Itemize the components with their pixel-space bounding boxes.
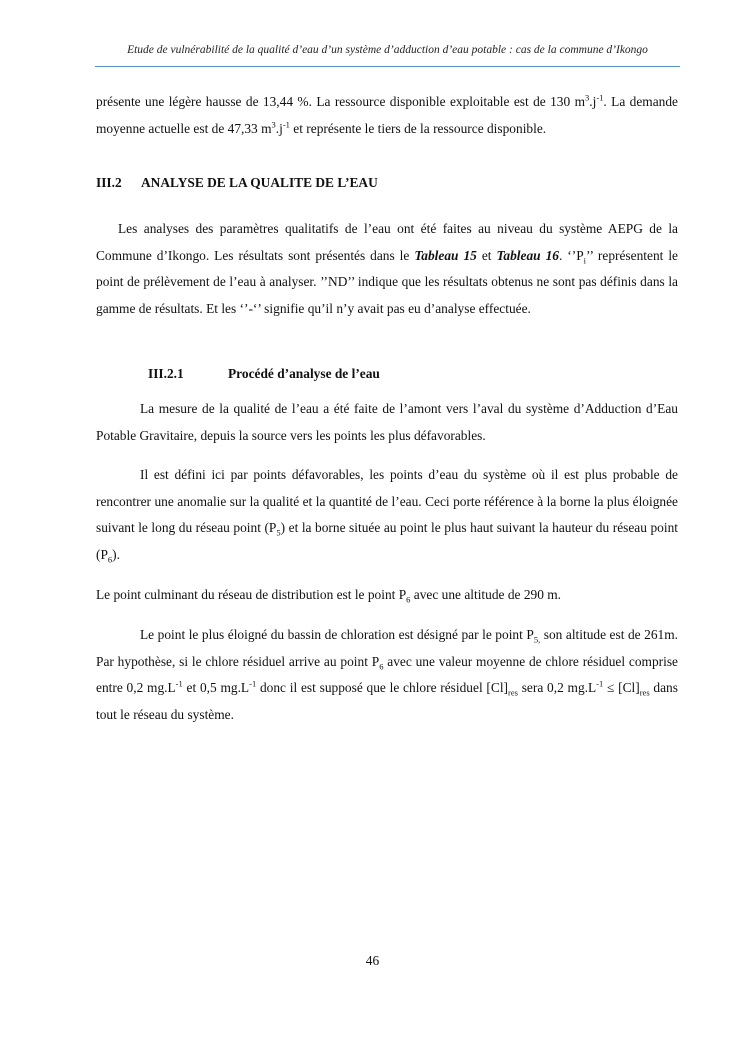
subsection-heading	[148, 366, 380, 382]
header-rule	[95, 66, 680, 67]
section-title: ANALYSE DE LA QUALITE DE L’EAU	[141, 175, 378, 190]
measurement-paragraph: La mesure de la qualité de l’eau a été faite de l’amont vers l’aval du système d’Adduction d’Eau Potable Gravitaire, depuis la source vers les points les plus défavorables.	[96, 401, 678, 443]
running-header: Etude de vulnérabilité de la qualité d’eau d’un système d’adduction d’eau potable : cas de la commune d’Ikongo	[127, 44, 648, 56]
subsection-title: Procédé d’analyse de l’eau	[228, 366, 380, 381]
subsection-number: III.2.1	[148, 366, 184, 381]
section-heading	[96, 175, 378, 191]
chlorine-paragraph: Le point le plus éloigné du bassin de chloration est désigné par le point $P_{5,}$ son altitude est de 261m. Par hypothèse, si le chlore résiduel arrive au point $P_6$ avec une valeur moyenne de chlore résiduel comprise entre 0,2 $mg.L^{-1}$ et 0,5 $mg.L^{-1}$ donc il est supposé que le chlore résiduel $[Cl]_{res}$ sera 0,2 $mg.L^{-1} \le [Cl]_{res}$ dans tout le réseau du système.	[96, 627, 678, 722]
unfavorable-points-paragraph: Il est défini ici par points défavorables, les points d’eau du système où il est plus probable de rencontrer une anomalie sur la qualité et la quantité de l’eau. Ceci porte référence à la borne la plus éloignée suivant le long du réseau point $(P_5)$ et la borne située au point le plus haut suivant la hauteur du réseau point $(P_6)$.	[96, 467, 678, 565]
section-number: III.2	[96, 175, 122, 190]
table-15-ref: Tableau 15	[414, 247, 477, 263]
analysis-paragraph: Les analyses des paramètres qualitatifs de l’eau ont été faites au niveau du système AEPG de la Commune d’Ikongo. Les résultats sont présentés dans le Tableau 15 et Tableau 16. ‘$’P_i$’’ représentent le point de prélèvement de l’eau à analyser. ’’ND’’ indique que les résultats obtenus ne sont pas définis dans la gamme de résultats. Et les ‘’-‘’ signifie qu’il n’y avait pas eu d’analyse effectuée.	[96, 221, 678, 316]
intro-paragraph: présente une légère hausse de 13,44 %. La ressource disponible exploitable est de 130 $m^3.j^{-1}$. La demande moyenne actuelle est de 47,33 $m^3.j^{-1}$ et représente le tiers de la ressource disponible.	[96, 92, 678, 136]
page-number: 46	[365, 953, 380, 968]
table-16-ref: Tableau 16	[496, 247, 559, 263]
culminating-point-paragraph: Le point culminant du réseau de distribution est le point $P_6$ avec une altitude de 290 m.	[96, 587, 562, 605]
